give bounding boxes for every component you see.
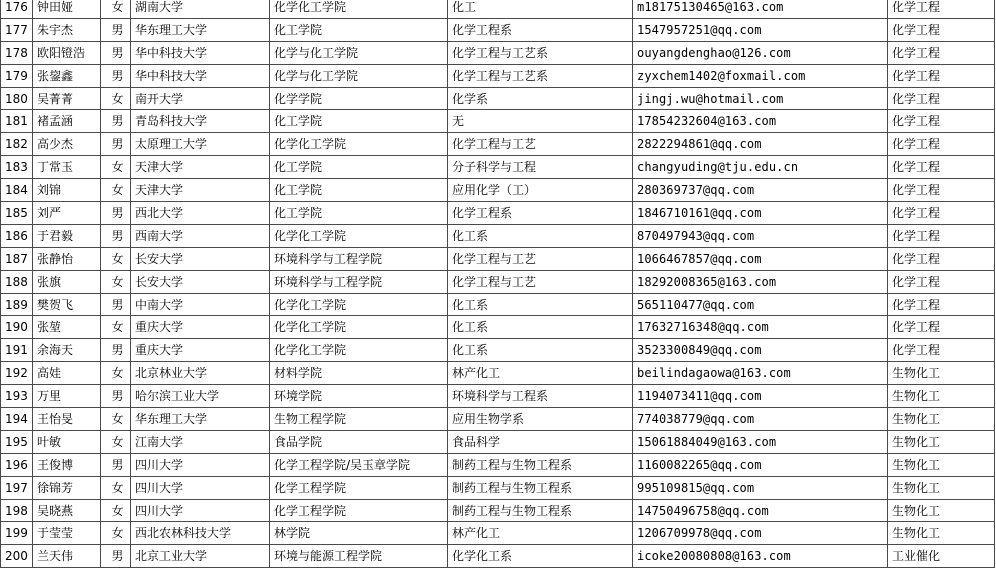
table-row — [1, 87, 995, 110]
table-row — [1, 453, 995, 476]
name-cell[interactable]: 张旗 — [33, 270, 101, 293]
college-cell[interactable]: 化学工程学院 — [270, 499, 448, 522]
name-cell[interactable]: 兰天伟 — [33, 545, 101, 568]
table-row — [1, 41, 995, 64]
discipline-cell[interactable]: 工业催化 — [888, 545, 995, 568]
gender-cell[interactable]: 男 — [101, 64, 131, 87]
row-number-cell[interactable]: 191 — [1, 339, 33, 362]
row-number-cell[interactable]: 189 — [1, 293, 33, 316]
discipline-cell[interactable]: 化学工程 — [888, 0, 995, 18]
name-cell[interactable]: 丁常玉 — [33, 156, 101, 179]
table-row — [1, 64, 995, 87]
college-cell[interactable]: 化学学院 — [270, 87, 448, 110]
row-number-cell[interactable]: 179 — [1, 64, 33, 87]
email-cell[interactable]: 1846710161@qq.com — [633, 202, 888, 225]
college-cell[interactable]: 化工学院 — [270, 179, 448, 202]
name-cell[interactable]: 高少杰 — [33, 133, 101, 156]
name-cell[interactable]: 张堃 — [33, 316, 101, 339]
discipline-cell[interactable]: 化学工程 — [888, 87, 995, 110]
department-cell[interactable]: 应用化学（工） — [448, 179, 633, 202]
row-number-cell[interactable]: 182 — [1, 133, 33, 156]
row-number-cell[interactable]: 192 — [1, 362, 33, 385]
department-cell[interactable]: 应用生物学系 — [448, 408, 633, 431]
university-cell[interactable]: 华东理工大学 — [131, 408, 270, 431]
gender-cell[interactable]: 男 — [101, 110, 131, 133]
name-cell[interactable]: 于君毅 — [33, 224, 101, 247]
department-cell[interactable]: 制药工程与生物工程系 — [448, 476, 633, 499]
department-cell[interactable]: 化学工程与工艺 — [448, 247, 633, 270]
row-number-cell[interactable]: 188 — [1, 270, 33, 293]
row-number-cell[interactable]: 177 — [1, 18, 33, 41]
college-cell[interactable]: 化工学院 — [270, 156, 448, 179]
email-cell[interactable]: 17854232604@163.com — [633, 110, 888, 133]
gender-cell[interactable]: 女 — [101, 522, 131, 545]
name-cell[interactable]: 高娃 — [33, 362, 101, 385]
department-cell[interactable]: 无 — [448, 110, 633, 133]
discipline-cell[interactable]: 化学工程 — [888, 270, 995, 293]
university-cell[interactable]: 华中科技大学 — [131, 41, 270, 64]
college-cell[interactable]: 化学与化工学院 — [270, 64, 448, 87]
university-cell[interactable]: 天津大学 — [131, 156, 270, 179]
email-cell[interactable]: m18175130465@163.com — [633, 0, 888, 18]
college-cell[interactable]: 林学院 — [270, 522, 448, 545]
discipline-cell[interactable]: 生物化工 — [888, 476, 995, 499]
gender-cell[interactable]: 男 — [101, 293, 131, 316]
college-cell[interactable]: 化学化工学院 — [270, 224, 448, 247]
name-cell[interactable]: 吴晓燕 — [33, 499, 101, 522]
row-number-cell[interactable]: 198 — [1, 499, 33, 522]
college-cell[interactable]: 化学化工学院 — [270, 339, 448, 362]
name-cell[interactable]: 欧阳镫浩 — [33, 41, 101, 64]
discipline-cell[interactable]: 化学工程 — [888, 247, 995, 270]
discipline-cell[interactable]: 化学工程 — [888, 41, 995, 64]
name-cell[interactable]: 刘锦 — [33, 179, 101, 202]
university-cell[interactable]: 哈尔滨工业大学 — [131, 385, 270, 408]
table-row — [1, 522, 995, 545]
gender-cell[interactable]: 男 — [101, 133, 131, 156]
university-cell[interactable]: 青岛科技大学 — [131, 110, 270, 133]
discipline-cell[interactable]: 生物化工 — [888, 453, 995, 476]
name-cell[interactable]: 徐锦芳 — [33, 476, 101, 499]
discipline-cell[interactable]: 化学工程 — [888, 339, 995, 362]
university-cell[interactable]: 太原理工大学 — [131, 133, 270, 156]
row-number-cell[interactable]: 196 — [1, 453, 33, 476]
row-number-cell[interactable]: 176 — [1, 0, 33, 18]
gender-cell[interactable]: 男 — [101, 224, 131, 247]
gender-cell[interactable]: 女 — [101, 408, 131, 431]
university-cell[interactable]: 西北大学 — [131, 202, 270, 225]
college-cell[interactable]: 化学化工学院 — [270, 133, 448, 156]
email-cell[interactable]: beilindagaowa@163.com — [633, 362, 888, 385]
gender-cell[interactable]: 男 — [101, 339, 131, 362]
email-cell[interactable]: 565110477@qq.com — [633, 293, 888, 316]
university-cell[interactable]: 天津大学 — [131, 179, 270, 202]
name-cell[interactable]: 万里 — [33, 385, 101, 408]
email-cell[interactable]: 15061884049@163.com — [633, 430, 888, 453]
discipline-cell[interactable]: 生物化工 — [888, 430, 995, 453]
discipline-cell[interactable]: 化学工程 — [888, 179, 995, 202]
name-cell[interactable]: 王怡旻 — [33, 408, 101, 431]
discipline-cell[interactable]: 化学工程 — [888, 18, 995, 41]
discipline-cell[interactable]: 化学工程 — [888, 316, 995, 339]
email-cell[interactable]: 1194073411@qq.com — [633, 385, 888, 408]
university-cell[interactable]: 华东理工大学 — [131, 18, 270, 41]
university-cell[interactable]: 江南大学 — [131, 430, 270, 453]
email-cell[interactable]: ouyangdenghao@126.com — [633, 41, 888, 64]
email-cell[interactable]: 1160082265@qq.com — [633, 453, 888, 476]
email-cell[interactable]: zyxchem1402@foxmail.com — [633, 64, 888, 87]
university-cell[interactable]: 西北农林科技大学 — [131, 522, 270, 545]
university-cell[interactable]: 四川大学 — [131, 453, 270, 476]
gender-cell[interactable]: 女 — [101, 156, 131, 179]
name-cell[interactable]: 王俊博 — [33, 453, 101, 476]
university-cell[interactable]: 四川大学 — [131, 476, 270, 499]
row-number-cell[interactable]: 197 — [1, 476, 33, 499]
name-cell[interactable]: 刘严 — [33, 202, 101, 225]
row-number-cell[interactable]: 183 — [1, 156, 33, 179]
discipline-cell[interactable]: 生物化工 — [888, 362, 995, 385]
department-cell[interactable]: 化工系 — [448, 339, 633, 362]
college-cell[interactable]: 环境科学与工程学院 — [270, 270, 448, 293]
email-cell[interactable]: 2822294861@qq.com — [633, 133, 888, 156]
table-row — [1, 156, 995, 179]
row-number-cell[interactable]: 193 — [1, 385, 33, 408]
table-row — [1, 18, 995, 41]
table-row — [1, 385, 995, 408]
university-cell[interactable]: 湖南大学 — [131, 0, 270, 18]
gender-cell[interactable]: 女 — [101, 499, 131, 522]
gender-cell[interactable]: 男 — [101, 385, 131, 408]
gender-cell[interactable]: 女 — [101, 476, 131, 499]
discipline-cell[interactable]: 化学工程 — [888, 133, 995, 156]
university-cell[interactable]: 北京工业大学 — [131, 545, 270, 568]
table-row — [1, 476, 995, 499]
college-cell[interactable]: 生物工程学院 — [270, 408, 448, 431]
college-cell[interactable]: 化工学院 — [270, 110, 448, 133]
email-cell[interactable]: changyuding@tju.edu.cn — [633, 156, 888, 179]
row-number-cell[interactable]: 190 — [1, 316, 33, 339]
email-cell[interactable]: jingj.wu@hotmail.com — [633, 87, 888, 110]
university-cell[interactable]: 西南大学 — [131, 224, 270, 247]
gender-cell[interactable]: 女 — [101, 87, 131, 110]
table-row — [1, 293, 995, 316]
department-cell[interactable]: 化学工程与工艺 — [448, 270, 633, 293]
department-cell[interactable]: 化工 — [448, 0, 633, 18]
name-cell[interactable]: 褚孟涵 — [33, 110, 101, 133]
gender-cell[interactable]: 男 — [101, 453, 131, 476]
department-cell[interactable]: 林产化工 — [448, 362, 633, 385]
college-cell[interactable]: 化学工程学院 — [270, 476, 448, 499]
name-cell[interactable]: 叶敏 — [33, 430, 101, 453]
name-cell[interactable]: 吴菁菁 — [33, 87, 101, 110]
table-row — [1, 408, 995, 431]
gender-cell[interactable]: 女 — [101, 316, 131, 339]
discipline-cell[interactable]: 化学工程 — [888, 293, 995, 316]
university-cell[interactable]: 华中科技大学 — [131, 64, 270, 87]
email-cell[interactable]: icoke20080808@163.com — [633, 545, 888, 568]
department-cell[interactable]: 化学工程与工艺系 — [448, 64, 633, 87]
discipline-cell[interactable]: 生物化工 — [888, 499, 995, 522]
discipline-cell[interactable]: 化学工程 — [888, 224, 995, 247]
college-cell[interactable]: 化学工程学院/吴玉章学院 — [270, 453, 448, 476]
table-row — [1, 545, 995, 568]
gender-cell[interactable]: 女 — [101, 247, 131, 270]
university-cell[interactable]: 四川大学 — [131, 499, 270, 522]
university-cell[interactable]: 中南大学 — [131, 293, 270, 316]
college-cell[interactable]: 化学化工学院 — [270, 293, 448, 316]
department-cell[interactable]: 化工系 — [448, 316, 633, 339]
table-row — [1, 133, 995, 156]
row-number-cell[interactable]: 184 — [1, 179, 33, 202]
department-cell[interactable]: 林产化工 — [448, 522, 633, 545]
email-cell[interactable]: 3523300849@qq.com — [633, 339, 888, 362]
discipline-cell[interactable]: 化学工程 — [888, 110, 995, 133]
table-row — [1, 179, 995, 202]
gender-cell[interactable]: 女 — [101, 362, 131, 385]
college-cell[interactable]: 化学化工学院 — [270, 0, 448, 18]
email-cell[interactable]: 774038779@qq.com — [633, 408, 888, 431]
roster-rows — [1, 0, 995, 568]
college-cell[interactable]: 食品学院 — [270, 430, 448, 453]
gender-cell[interactable]: 男 — [101, 41, 131, 64]
department-cell[interactable]: 化学工程与工艺 — [448, 133, 633, 156]
college-cell[interactable]: 化学化工学院 — [270, 316, 448, 339]
gender-cell[interactable]: 女 — [101, 179, 131, 202]
row-number-cell[interactable]: 195 — [1, 430, 33, 453]
department-cell[interactable]: 环境科学与工程系 — [448, 385, 633, 408]
table-row — [1, 202, 995, 225]
university-cell[interactable]: 重庆大学 — [131, 316, 270, 339]
name-cell[interactable]: 张鋆鑫 — [33, 64, 101, 87]
department-cell[interactable]: 化工系 — [448, 293, 633, 316]
name-cell[interactable]: 张静怡 — [33, 247, 101, 270]
college-cell[interactable]: 化工学院 — [270, 202, 448, 225]
email-cell[interactable]: 1547957251@qq.com — [633, 18, 888, 41]
email-cell[interactable]: 280369737@qq.com — [633, 179, 888, 202]
university-cell[interactable]: 北京林业大学 — [131, 362, 270, 385]
department-cell[interactable]: 制药工程与生物工程系 — [448, 499, 633, 522]
row-number-cell[interactable]: 181 — [1, 110, 33, 133]
row-number-cell[interactable]: 178 — [1, 41, 33, 64]
row-number-cell[interactable]: 199 — [1, 522, 33, 545]
department-cell[interactable]: 化学工程系 — [448, 18, 633, 41]
department-cell[interactable]: 制药工程与生物工程系 — [448, 453, 633, 476]
gender-cell[interactable]: 男 — [101, 202, 131, 225]
department-cell[interactable]: 分子科学与工程 — [448, 156, 633, 179]
university-cell[interactable]: 重庆大学 — [131, 339, 270, 362]
table-row — [1, 339, 995, 362]
table-row — [1, 110, 995, 133]
table-row — [1, 270, 995, 293]
row-number-cell[interactable]: 186 — [1, 224, 33, 247]
email-cell[interactable]: 18292008365@163.com — [633, 270, 888, 293]
table-row — [1, 499, 995, 522]
row-number-cell[interactable]: 180 — [1, 87, 33, 110]
name-cell[interactable]: 朱宇杰 — [33, 18, 101, 41]
email-cell[interactable]: 17632716348@qq.com — [633, 316, 888, 339]
gender-cell[interactable]: 女 — [101, 430, 131, 453]
name-cell[interactable]: 于莹莹 — [33, 522, 101, 545]
department-cell[interactable]: 化学工程与工艺系 — [448, 41, 633, 64]
gender-cell[interactable]: 女 — [101, 0, 131, 18]
table-row — [1, 316, 995, 339]
email-cell[interactable]: 870497943@qq.com — [633, 224, 888, 247]
gender-cell[interactable]: 男 — [101, 545, 131, 568]
row-number-cell[interactable]: 200 — [1, 545, 33, 568]
table-row — [1, 247, 995, 270]
name-cell[interactable]: 樊贺飞 — [33, 293, 101, 316]
email-cell[interactable]: 995109815@qq.com — [633, 476, 888, 499]
gender-cell[interactable]: 男 — [101, 18, 131, 41]
college-cell[interactable]: 化工学院 — [270, 18, 448, 41]
department-cell[interactable]: 化工系 — [448, 224, 633, 247]
name-cell[interactable]: 钟田娅 — [33, 0, 101, 18]
gender-cell[interactable]: 女 — [101, 270, 131, 293]
college-cell[interactable]: 环境科学与工程学院 — [270, 247, 448, 270]
department-cell[interactable]: 化学系 — [448, 87, 633, 110]
row-number-cell[interactable]: 187 — [1, 247, 33, 270]
table-row — [1, 224, 995, 247]
department-cell[interactable]: 食品科学 — [448, 430, 633, 453]
email-cell[interactable]: 1066467857@qq.com — [633, 247, 888, 270]
discipline-cell[interactable]: 化学工程 — [888, 64, 995, 87]
college-cell[interactable]: 环境学院 — [270, 385, 448, 408]
university-cell[interactable]: 长安大学 — [131, 247, 270, 270]
department-cell[interactable]: 化学工程系 — [448, 202, 633, 225]
table-row — [1, 430, 995, 453]
discipline-cell[interactable]: 生物化工 — [888, 408, 995, 431]
row-number-cell[interactable]: 185 — [1, 202, 33, 225]
table-row — [1, 0, 995, 18]
row-number-cell[interactable]: 194 — [1, 408, 33, 431]
university-cell[interactable]: 长安大学 — [131, 270, 270, 293]
email-cell[interactable]: 14750496758@qq.com — [633, 499, 888, 522]
college-cell[interactable]: 材料学院 — [270, 362, 448, 385]
table-row — [1, 362, 995, 385]
discipline-cell[interactable]: 化学工程 — [888, 156, 995, 179]
college-cell[interactable]: 化学与化工学院 — [270, 41, 448, 64]
university-cell[interactable]: 南开大学 — [131, 87, 270, 110]
department-cell[interactable]: 化学化工系 — [448, 545, 633, 568]
discipline-cell[interactable]: 化学工程 — [888, 202, 995, 225]
email-cell[interactable]: 1206709978@qq.com — [633, 522, 888, 545]
college-cell[interactable]: 环境与能源工程学院 — [270, 545, 448, 568]
discipline-cell[interactable]: 生物化工 — [888, 385, 995, 408]
name-cell[interactable]: 余海天 — [33, 339, 101, 362]
discipline-cell[interactable]: 生物化工 — [888, 522, 995, 545]
